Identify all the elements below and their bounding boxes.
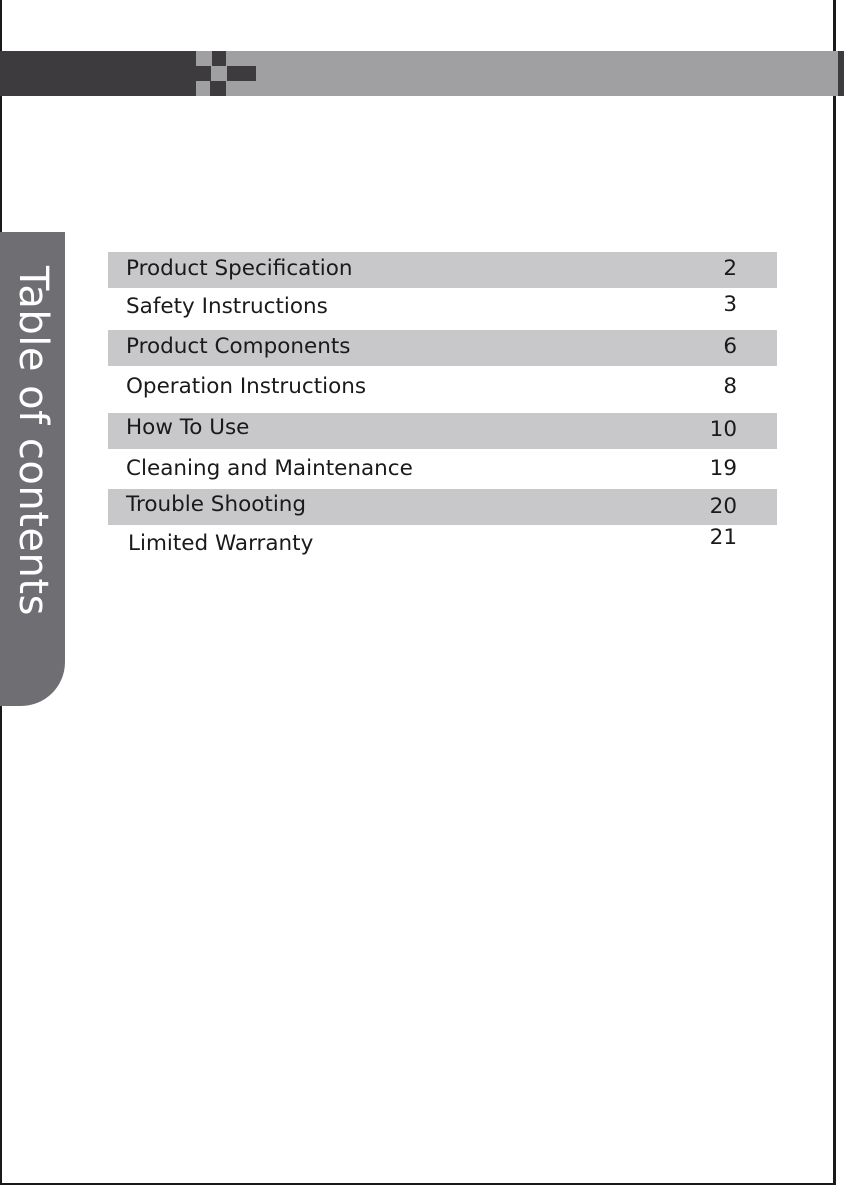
- checker-square: [211, 66, 227, 81]
- sidebar-title: Table of contents: [10, 266, 56, 616]
- toc-page-number: 8: [723, 374, 737, 399]
- header-light-segment: [242, 51, 838, 96]
- toc-row[interactable]: [108, 413, 777, 449]
- toc-page-number: 3: [723, 292, 737, 317]
- checker-square: [242, 66, 256, 81]
- toc-row[interactable]: [108, 290, 777, 326]
- toc-row[interactable]: [108, 330, 777, 366]
- toc-label: How To Use: [126, 415, 250, 440]
- checker-square: [226, 51, 242, 66]
- header-edge-cap: [838, 51, 844, 96]
- toc-label: Product Specification: [126, 256, 353, 281]
- toc-label: Product Components: [126, 334, 351, 359]
- header-band: [0, 51, 844, 96]
- toc-label: Trouble Shooting: [126, 492, 307, 517]
- toc-row[interactable]: [108, 370, 777, 406]
- checker-square: [196, 81, 210, 96]
- toc-page-number: 6: [723, 334, 737, 359]
- toc-label: Cleaning and Maintenance: [126, 456, 413, 481]
- toc-page-number: 2: [723, 256, 737, 281]
- toc-label: Operation Instructions: [126, 374, 367, 399]
- toc-page-number: 10: [709, 417, 737, 442]
- toc-row[interactable]: [108, 525, 777, 564]
- toc-page-number: 19: [709, 456, 737, 481]
- toc-label: Limited Warranty: [128, 531, 314, 556]
- toc-row[interactable]: [108, 252, 777, 288]
- toc-row[interactable]: [108, 489, 777, 525]
- toc-row[interactable]: [108, 452, 777, 488]
- checker-square: [226, 81, 242, 96]
- toc-page-number: 20: [709, 494, 737, 519]
- checker-square: [196, 51, 212, 66]
- toc-page-number: 21: [709, 525, 737, 550]
- toc-label: Safety Instructions: [126, 294, 328, 319]
